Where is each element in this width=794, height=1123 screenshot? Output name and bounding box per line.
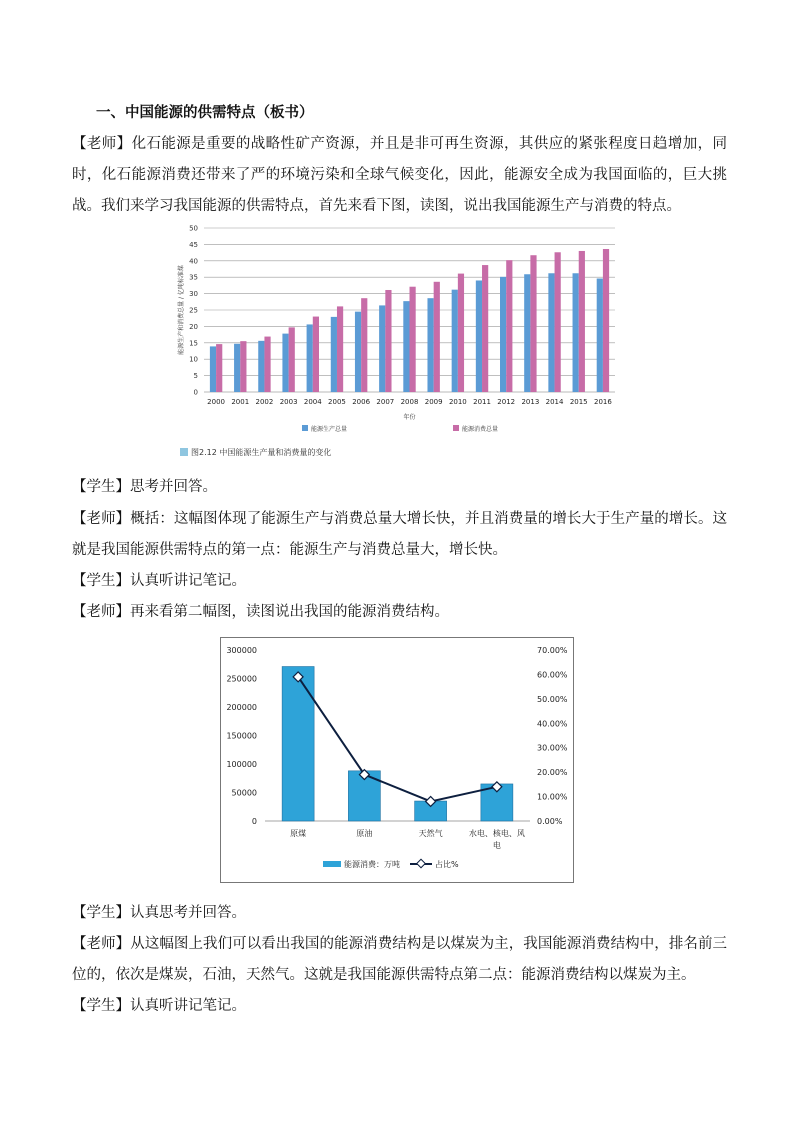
bar-consumption [434,282,440,392]
y2-tick-label: 20.00% [537,768,568,778]
bar-production [476,280,482,392]
x-axis-label: 年份 [403,414,416,421]
speaker-label: 【老师】 [72,136,132,152]
bar-consumption [458,274,464,392]
y2-tick-label: 70.00% [537,646,568,655]
bar-production [307,324,313,392]
bar-consumption [264,337,270,392]
bar-consumption [385,290,391,392]
x-tick-label-cont: 电 [492,841,501,850]
x-tick-label: 2003 [279,398,298,406]
bar-production [573,273,579,392]
x-tick-label: 2000 [207,398,226,406]
y2-tick-label: 0.00% [537,817,563,826]
section-heading: 一、中国能源的供需特点（板书） [96,105,314,121]
consumption-structure-chart [220,637,574,883]
paragraph-text: 化石能源是重要的战略性矿产资源，并且是非可再生资源，其供应的紧张程度日趋增加，同时，化石能源消费还带来了严的环境污染和全球气候变化，因此，能源安全成为我国面临的，巨大挑战。我们来学习我国能源的供需特点，首先来看下图，读图，说出我国能源生产与消费的特点。 [72,136,728,214]
y-tick-label: 30 [189,290,198,299]
bar-consumption [555,252,561,392]
legend-swatch [453,425,459,431]
paragraph-text: 从这幅图上我们可以看出我国的能源消费结构是以煤炭为主，我国能源消费结构中，排名前三位的，依次是煤炭，石油，天然气。这就是我国能源供需特点第二点：能源消费结构以煤炭为主。 [72,936,728,983]
paragraph-6 [72,898,727,929]
paragraph-7 [72,929,727,991]
bar-production [355,312,361,392]
y-tick-label: 300000 [226,646,257,655]
x-tick-label: 原油 [356,829,373,838]
y-tick-label: 250000 [226,674,257,684]
y-axis-label: 能源生产和消费总量 / 亿吨标准煤 [178,265,185,355]
y-tick-label: 0 [193,388,198,397]
y2-tick-label: 10.00% [537,792,568,802]
caption-marker-icon [180,448,188,456]
bar-consumption [482,265,488,392]
bar-production [403,301,409,392]
x-tick-label: 天然气 [418,829,443,838]
bar-consumption [337,306,343,392]
chart-frame [221,638,574,883]
speaker-label: 【学生】 [72,479,130,495]
x-tick-label: 2009 [424,398,443,406]
y-tick-label: 25 [189,306,198,315]
speaker-label: 【学生】 [72,905,130,921]
bar-consumption [506,260,512,392]
x-tick-label: 2015 [569,398,588,406]
x-tick-label: 2008 [400,398,419,406]
figure-caption: 图2.12 中国能源生产量和消费量的变化 [180,447,331,458]
bar-consumption [603,249,609,392]
x-tick-label: 2012 [497,398,516,406]
y-tick-label: 15 [189,339,198,348]
x-tick-label: 2011 [473,398,491,406]
y2-tick-label: 50.00% [537,694,568,704]
bar-production [452,290,458,392]
speaker-label: 【学生】 [72,998,130,1014]
speaker-label: 【老师】 [72,936,131,952]
y2-tick-label: 30.00% [537,743,568,753]
bar-production [258,341,264,392]
bar-consumption [313,317,319,392]
y-tick-label: 50 [189,224,198,233]
bar-production [282,334,288,392]
paragraph-text: 概括：这幅图体现了能源生产与消费总量大增长快，并且消费量的增长大于生产量的增长。这就是我国能源供需特点的第一点：能源生产与消费总量大，增长快。 [72,511,728,558]
bar-consumption [361,298,367,392]
y-tick-label: 100000 [226,760,257,769]
speaker-label: 【学生】 [72,573,130,589]
paragraph-text: 认真听讲记笔记。 [130,573,246,589]
y-tick-label: 200000 [226,703,257,712]
x-tick-label: 2002 [255,398,274,406]
bar-consumption [579,251,585,392]
paragraph-3 [72,504,727,566]
y2-tick-label: 40.00% [537,719,568,729]
paragraph-text: 认真听讲记笔记。 [130,998,246,1014]
y-tick-label: 5 [193,372,198,381]
legend-label: 能源消费：万吨 [344,860,400,869]
bar-production [500,277,506,392]
legend-label: 占比% [435,860,459,869]
legend-swatch [302,425,308,431]
paragraph-1 [72,129,727,222]
bar-consumption [240,341,246,392]
x-tick-label: 2006 [352,398,371,406]
bar-consumption [289,327,295,392]
y2-tick-label: 60.00% [537,670,568,680]
x-tick-label: 2013 [521,398,540,406]
paragraph-text: 认真思考并回答。 [130,905,246,921]
x-tick-label: 2016 [593,398,612,406]
paragraph-2 [72,472,727,503]
x-tick-label: 2010 [448,398,467,406]
legend-label: 能源消费总量 [462,426,499,433]
y-tick-label: 0 [251,817,257,826]
y-tick-label: 20 [189,322,198,331]
bar-production [331,317,337,392]
bar-production [210,346,216,392]
y-tick-label: 50000 [231,788,257,798]
bar-production [379,305,385,392]
x-tick-label: 2001 [231,398,250,406]
x-tick-label: 原煤 [290,829,307,838]
production-consumption-chart [170,220,620,465]
bar-production [427,298,433,392]
legend-swatch-bar [323,861,341,867]
bar-production [524,274,530,392]
y-tick-label: 10 [189,355,198,364]
bar-production [597,279,603,392]
paragraph-5 [72,597,727,628]
x-tick-label: 2014 [545,398,564,406]
x-tick-label: 2005 [328,398,346,406]
bar-production [234,344,240,392]
bar-consumption [410,287,416,392]
legend-label: 能源生产总量 [311,426,348,433]
paragraph-text: 再来看第二幅图，读图说出我国的能源消费结构。 [130,604,449,620]
speaker-label: 【老师】 [72,511,131,527]
bar-consumption [530,255,536,392]
bar-consumption [282,667,314,821]
y-tick-label: 45 [189,240,198,249]
y-tick-label: 150000 [226,731,257,741]
bar-consumption [216,344,222,392]
bar-production [548,273,554,392]
y-tick-label: 35 [189,273,198,282]
paragraph-8 [72,991,727,1022]
speaker-label: 【老师】 [72,604,130,620]
y-tick-label: 40 [189,257,198,266]
paragraph-4 [72,566,727,597]
x-tick-label: 水电、核电、风 [468,829,525,838]
x-tick-label: 2004 [303,398,322,406]
paragraph-text: 思考并回答。 [130,479,217,495]
x-tick-label: 2007 [376,398,395,406]
